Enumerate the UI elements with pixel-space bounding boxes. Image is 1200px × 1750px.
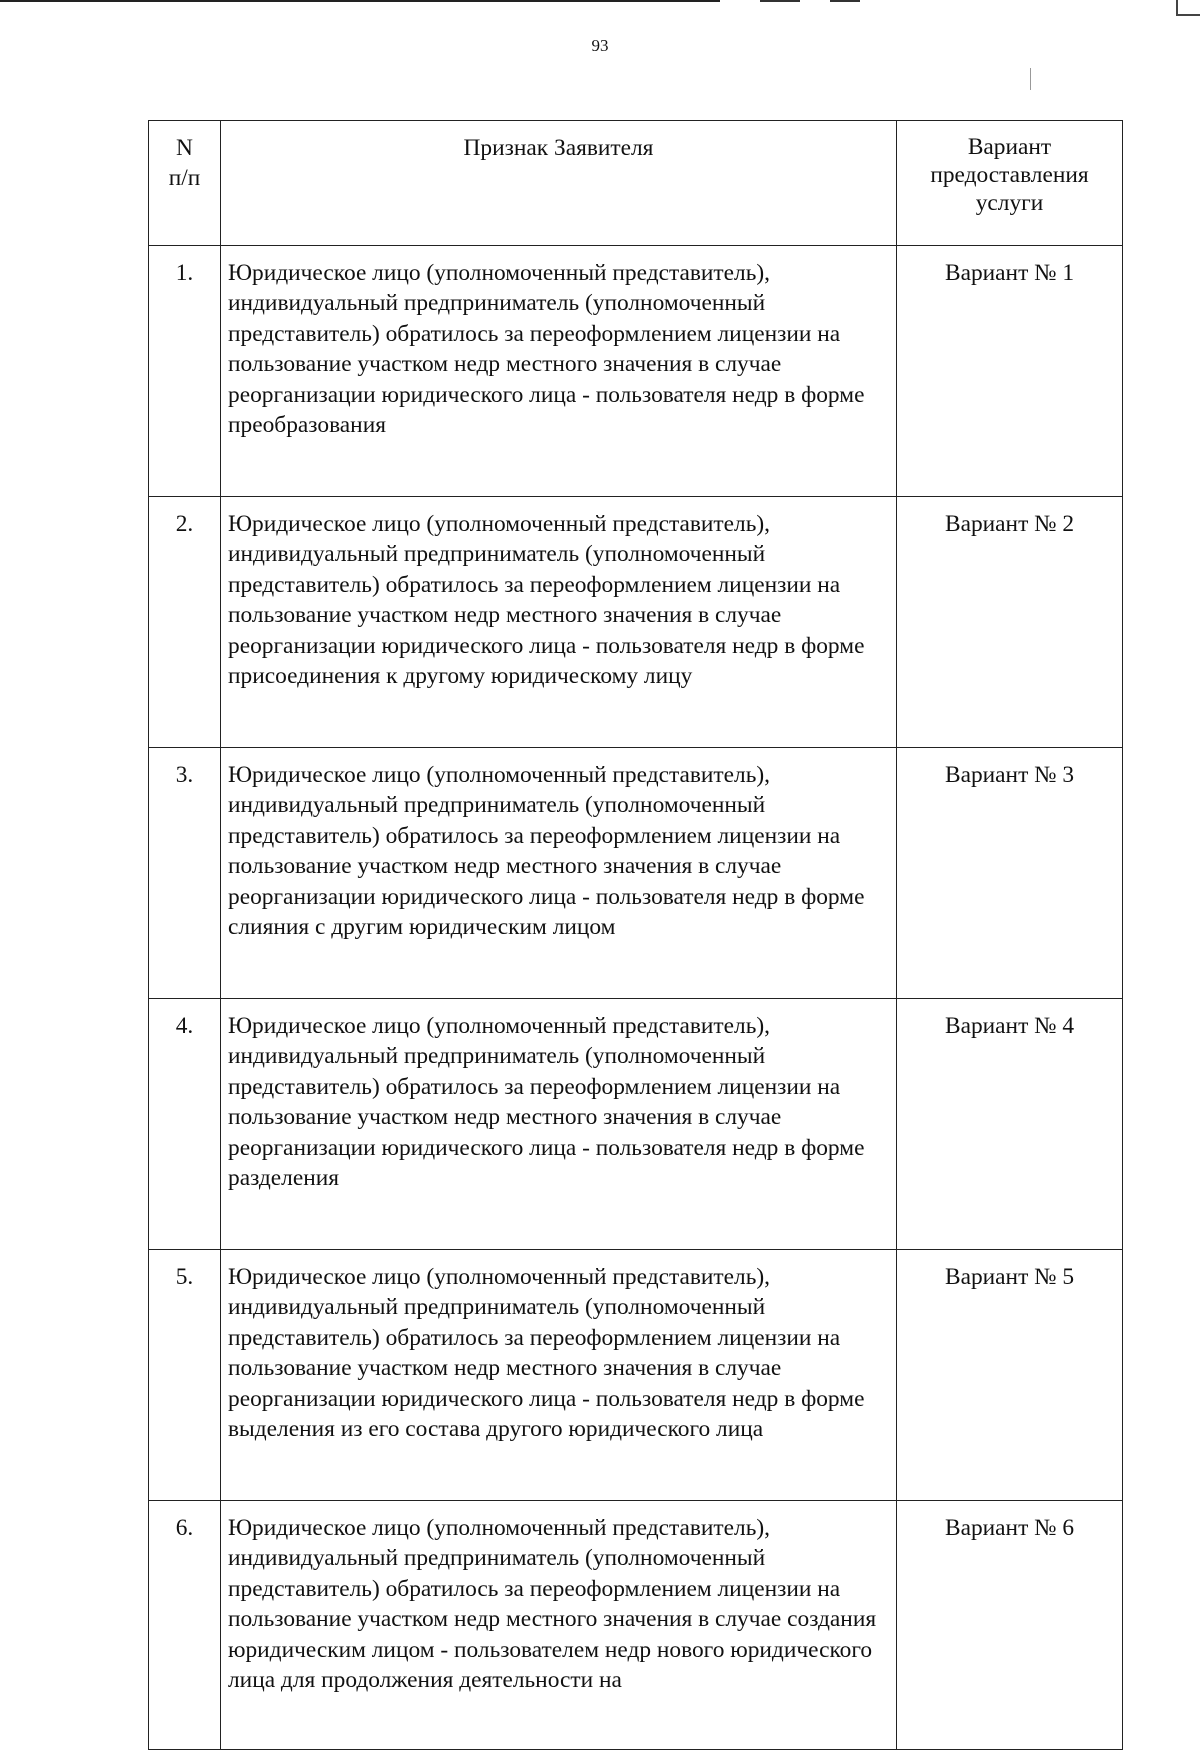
row-variant: Вариант № 5 — [897, 1250, 1123, 1501]
row-number: 1. — [149, 246, 221, 497]
row-applicant-sign: Юридическое лицо (уполномоченный представитель), индивидуальный предприниматель (уполномоченный представитель) обратилось за переоформлением лицензии на пользование участком недр местного значения в случае реорганизации юридического лица - пользователя недр в форме преобразования — [221, 246, 897, 497]
row-variant: Вариант № 4 — [897, 999, 1123, 1250]
table-row — [149, 999, 1123, 1250]
page-number: 93 — [591, 36, 609, 55]
header-sign-cell — [221, 121, 897, 246]
scan-top-rule — [0, 0, 720, 2]
row-applicant-sign: Юридическое лицо (уполномоченный представитель), индивидуальный предприниматель (уполномоченный представитель) обратилось за переоформлением лицензии на пользование участком недр местного значения в случае реорганизации юридического лица - пользователя недр в форме выделения из его состава другого юридического лица — [221, 1250, 897, 1501]
row-variant: Вариант № 6 — [897, 1501, 1123, 1750]
table-header-row — [149, 121, 1123, 246]
scan-top-dash — [760, 0, 800, 2]
row-number: 4. — [149, 999, 221, 1250]
row-number: 5. — [149, 1250, 221, 1501]
row-applicant-sign: Юридическое лицо (уполномоченный представитель), индивидуальный предприниматель (уполномоченный представитель) обратилось за переоформлением лицензии на пользование участком недр местного значения в случае создания юридическим лицом - пользователем недр нового юридического лица для продолжения деятельности на — [221, 1501, 897, 1750]
row-variant: Вариант № 1 — [897, 246, 1123, 497]
scan-top-dash — [830, 0, 860, 2]
row-applicant-sign: Юридическое лицо (уполномоченный представитель), индивидуальный предприниматель (уполномоченный представитель) обратилось за переоформлением лицензии на пользование участком недр местного значения в случае реорганизации юридического лица - пользователя недр в форме слияния с другим юридическим лицом — [221, 748, 897, 999]
applicant-variants-table — [148, 120, 1123, 1750]
table-row — [149, 1250, 1123, 1501]
row-number: 3. — [149, 748, 221, 999]
table-row — [149, 1501, 1123, 1750]
table-row — [149, 246, 1123, 497]
table-row — [149, 748, 1123, 999]
table-row — [149, 497, 1123, 748]
row-applicant-sign: Юридическое лицо (уполномоченный представитель), индивидуальный предприниматель (уполномоченный представитель) обратилось за переоформлением лицензии на пользование участком недр местного значения в случае реорганизации юридического лица - пользователя недр в форме присоединения к другому юридическому лицу — [221, 497, 897, 748]
row-number: 2. — [149, 497, 221, 748]
header-number-cell — [149, 121, 221, 246]
row-variant: Вариант № 3 — [897, 748, 1123, 999]
row-applicant-sign: Юридическое лицо (уполномоченный представитель), индивидуальный предприниматель (уполномоченный представитель) обратилось за переоформлением лицензии на пользование участком недр местного значения в случае реорганизации юридического лица - пользователя недр в форме разделения — [221, 999, 897, 1250]
header-number-label: N п/п — [168, 135, 201, 191]
header-variant-cell — [897, 121, 1123, 246]
scan-side-mark — [1030, 68, 1031, 90]
row-variant: Вариант № 2 — [897, 497, 1123, 748]
row-number: 6. — [149, 1501, 221, 1750]
scan-corner-mark — [1176, 0, 1200, 16]
header-variant-label: Вариант предоставления услуги — [930, 134, 1089, 216]
header-sign-label: Признак Заявителя — [463, 135, 654, 161]
